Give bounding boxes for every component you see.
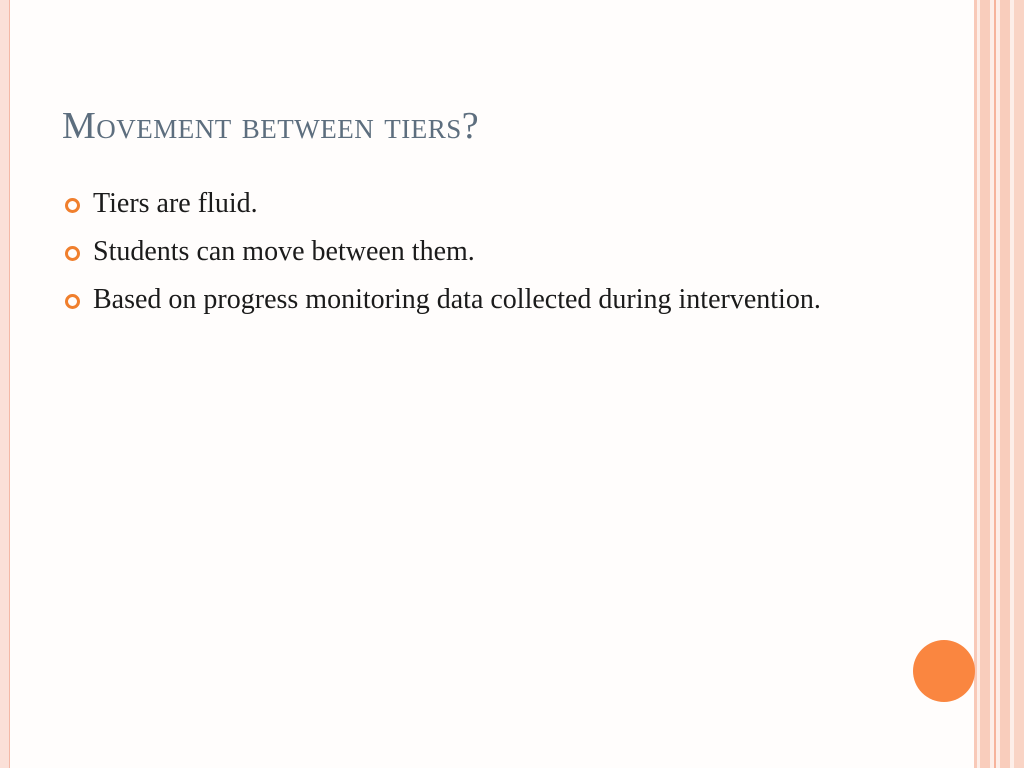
bullet-text: Based on progress monitoring data collected during intervention. [93,284,821,315]
ring-bullet-icon [65,294,80,309]
bullet-item [64,282,824,317]
right-decorative-stripes [974,0,1024,768]
stripe [980,0,990,768]
orange-circle-decoration [913,640,975,702]
stripe [1000,0,1010,768]
bullet-text: Students can move between them. [93,236,475,267]
ring-bullet-icon [65,198,80,213]
bullet-list [64,186,824,330]
bullet-text: Tiers are fluid. [93,188,258,219]
bullet-item [64,186,824,221]
stripe [1014,0,1024,768]
bullet-item [64,234,824,269]
ring-bullet-icon [65,246,80,261]
slide-title: Movement between tiers? [62,105,480,147]
left-border-line [9,0,10,768]
